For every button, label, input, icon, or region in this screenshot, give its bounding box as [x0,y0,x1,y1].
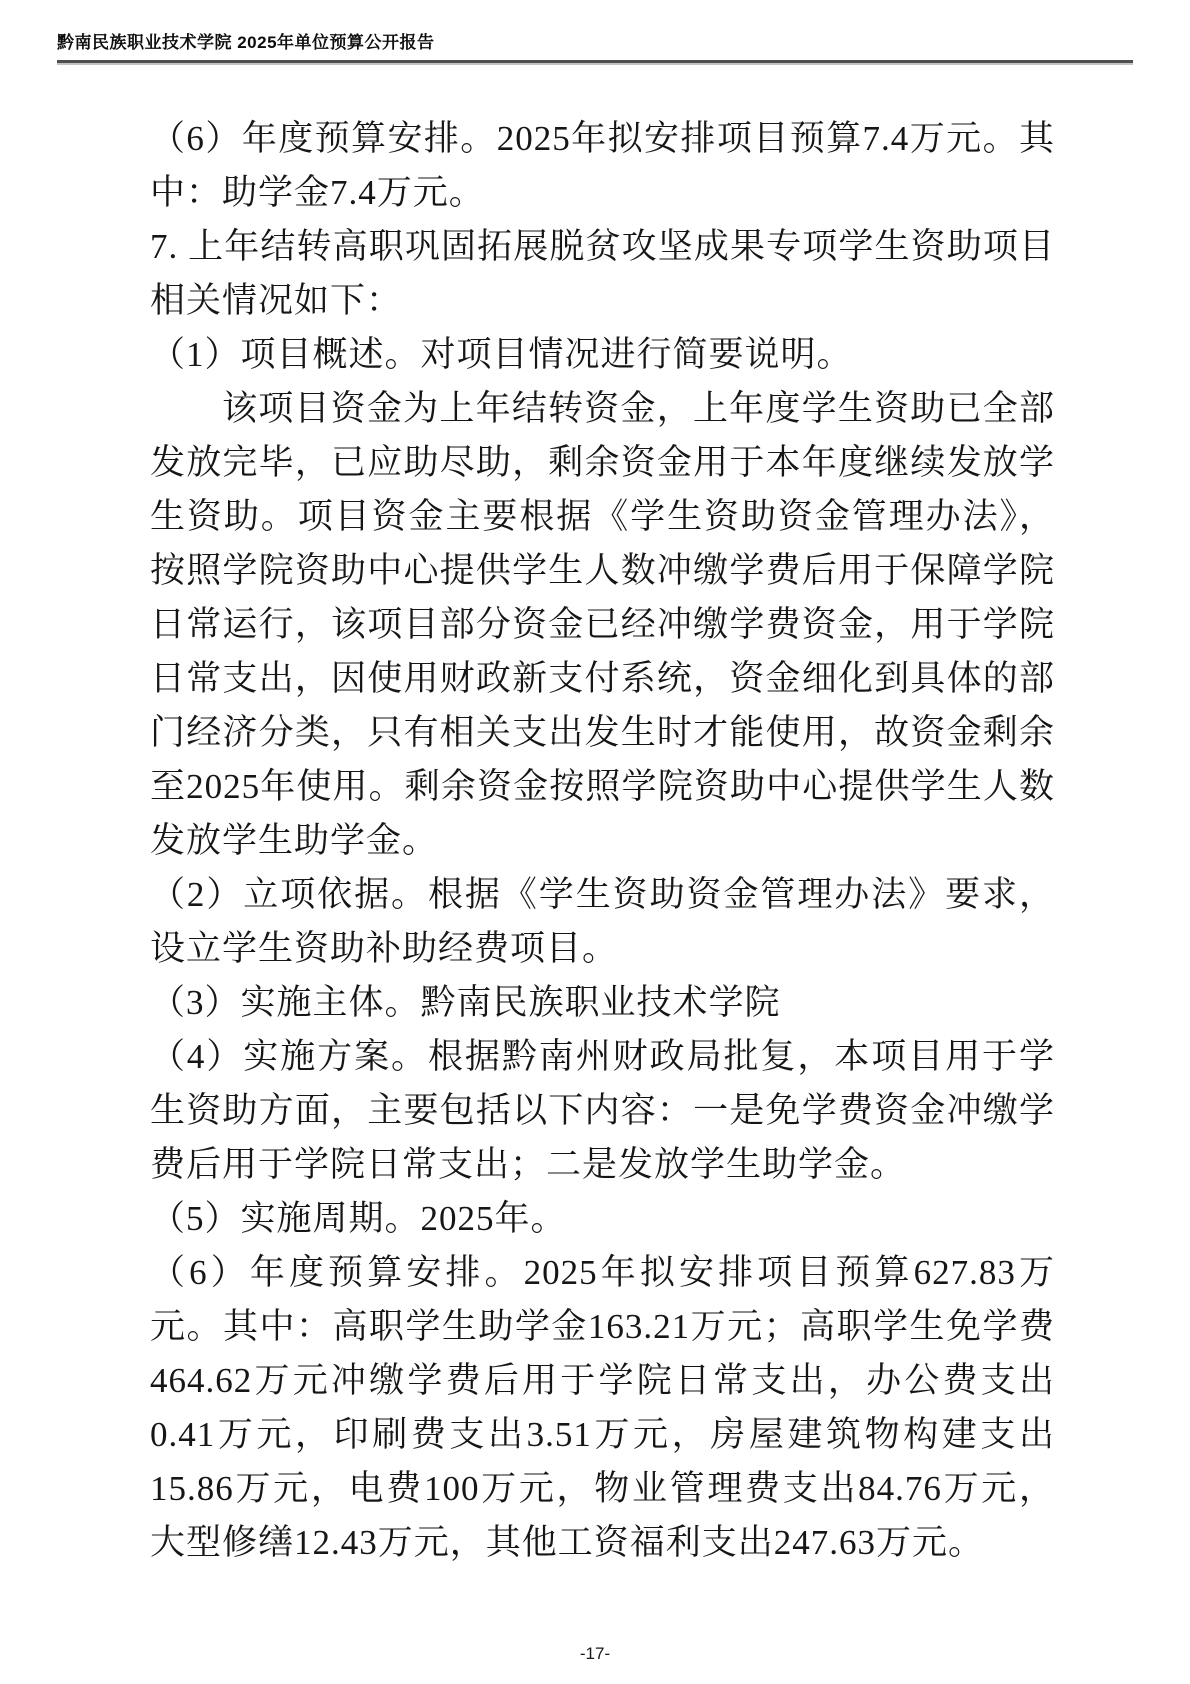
paragraph-implementation-period: （5）实施周期。2025年。 [150,1199,567,1238]
paragraph-budget-7-4: （6）年度预算安排。2025年拟安排项目预算7.4万元。其中：助学金7.4万元。 [150,119,1055,212]
page-footer [0,1644,1190,1664]
paragraph-section-7-heading: 7. 上年结转高职巩固拓展脱贫攻坚成果专项学生资助项目相关情况如下： [150,227,1055,320]
paragraph-implementing-body: （3）实施主体。黔南民族职业技术学院 [150,983,781,1022]
paragraph-annual-budget: （6）年度预算安排。2025年拟安排项目预算627.83万元。其中：高职学生助学金163.21万元；高职学生免学费464.62万元冲缴学费后用于学院日常支出，办公费支出0.41万元，印刷费支出3.51万元，房屋建筑物构建支出15.86万元，电费100万元，物业管理费支出84.76万元，大型修缮12.43万元，其他工资福利支出247.63万元。 [150,1253,1055,1562]
paragraph-project-overview-detail: 该项目资金为上年结转资金，上年度学生资助已全部发放完毕，已应助尽助，剩余资金用于本年度继续发放学生资助。项目资金主要根据《学生资助资金管理办法》，按照学院资助中心提供学生人数冲缴学费后用于保障学院日常运行，该项目部分资金已经冲缴学费资金，用于学院日常支出，因使用财政新支付系统，资金细化到具体的部门经济分类，只有相关支出发生时才能使用，故资金剩余至2025年使用。剩余资金按照学院资助中心提供学生人数发放学生助学金。 [150,389,1055,860]
header-title: 黔南民族职业技术学院 2025年单位预算公开报告 [57,33,435,52]
paragraph-project-basis: （2）立项依据。根据《学生资助资金管理办法》要求，设立学生资助补助经费项目。 [150,875,1055,968]
page-number: -17- [579,1644,611,1663]
header-rule-light [57,63,1133,65]
page-header [57,28,1133,65]
document-body [150,112,1055,1570]
paragraph-project-overview-heading: （1）项目概述。对项目情况进行简要说明。 [150,335,853,374]
paragraph-implementation-plan: （4）实施方案。根据黔南州财政局批复，本项目用于学生资助方面，主要包括以下内容：一是免学费资金冲缴学费后用于学院日常支出；二是发放学生助学金。 [150,1037,1055,1184]
